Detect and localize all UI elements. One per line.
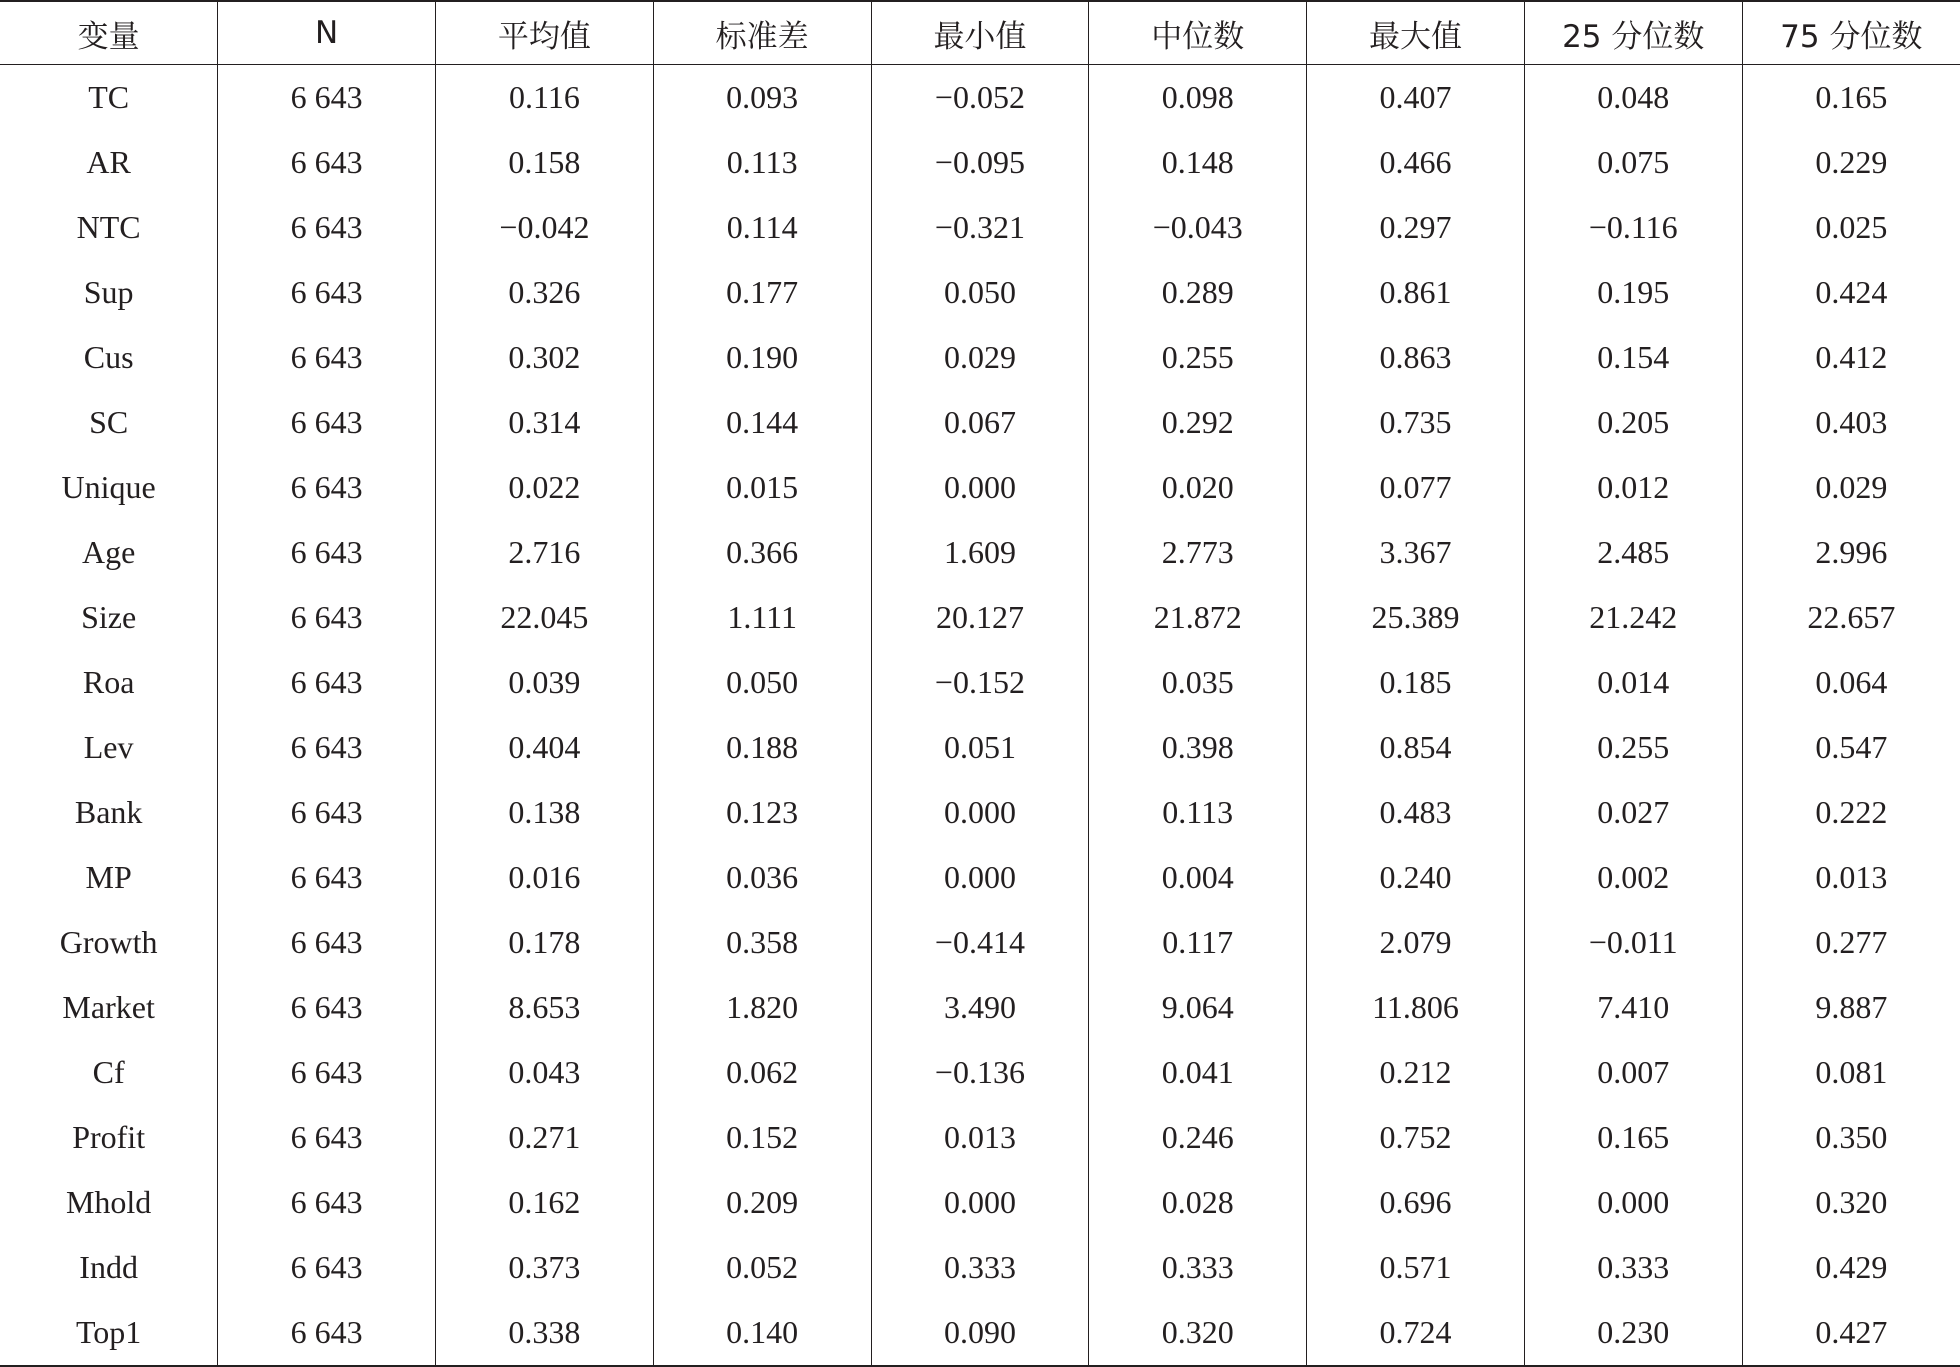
variable-name-cell: Unique <box>61 469 156 505</box>
table-row <box>0 390 1960 455</box>
value-cell: 0.366 <box>653 520 871 585</box>
value-cell: 6 643 <box>218 520 436 585</box>
value-cell: 0.271 <box>436 1105 654 1170</box>
value-cell: 1.609 <box>871 520 1089 585</box>
table-row <box>0 65 1960 131</box>
value-cell: 0.000 <box>1524 1170 1742 1235</box>
variable-name-cell: Indd <box>79 1249 138 1285</box>
variable-name-cell: Bank <box>74 794 143 830</box>
variable-name-cell: Profit <box>72 1119 146 1155</box>
value-cell: 0.154 <box>1524 325 1742 390</box>
value-cell: 0.114 <box>653 195 871 260</box>
value-cell: 6 643 <box>218 1105 436 1170</box>
value-cell: 0.152 <box>653 1105 871 1170</box>
variable-name-cell: AR <box>86 144 131 180</box>
value-cell: 0.036 <box>653 845 871 910</box>
value-cell: −0.052 <box>871 65 1089 131</box>
value-cell: 0.230 <box>1524 1300 1742 1366</box>
value-cell: 11.806 <box>1307 975 1525 1040</box>
variable-name-cell: Top1 <box>75 1314 142 1350</box>
variable-name-cell: Roa <box>82 664 135 700</box>
column-header: 标准差 <box>653 1 871 65</box>
value-cell: 0.863 <box>1307 325 1525 390</box>
value-cell: 0.028 <box>1089 1170 1307 1235</box>
value-cell: 0.297 <box>1307 195 1525 260</box>
value-cell: 0.050 <box>653 650 871 715</box>
value-cell: 0.113 <box>653 130 871 195</box>
value-cell: 0.320 <box>1742 1170 1960 1235</box>
value-cell: 3.367 <box>1307 520 1525 585</box>
value-cell: 0.205 <box>1524 390 1742 455</box>
value-cell: 0.052 <box>653 1235 871 1300</box>
value-cell: 0.861 <box>1307 260 1525 325</box>
value-cell: 0.013 <box>1742 845 1960 910</box>
variable-name-cell: Size <box>81 599 137 635</box>
column-header: 平均值 <box>436 1 654 65</box>
value-cell: 0.113 <box>1089 780 1307 845</box>
variable-name-cell: NTC <box>76 209 141 245</box>
value-cell: 6 643 <box>218 1170 436 1235</box>
value-cell: −0.116 <box>1524 195 1742 260</box>
value-cell: 0.209 <box>653 1170 871 1235</box>
value-cell: 0.752 <box>1307 1105 1525 1170</box>
value-cell: 0.373 <box>436 1235 654 1300</box>
value-cell: 0.427 <box>1742 1300 1960 1366</box>
value-cell: 0.333 <box>871 1235 1089 1300</box>
value-cell: 0.724 <box>1307 1300 1525 1366</box>
table-row <box>0 910 1960 975</box>
variable-name-cell: TC <box>88 79 130 115</box>
value-cell: 2.485 <box>1524 520 1742 585</box>
value-cell: 9.064 <box>1089 975 1307 1040</box>
table-row <box>0 130 1960 195</box>
value-cell: 0.041 <box>1089 1040 1307 1105</box>
table-row <box>0 975 1960 1040</box>
value-cell: 0.338 <box>436 1300 654 1366</box>
value-cell: 0.022 <box>436 455 654 520</box>
value-cell: 0.229 <box>1742 130 1960 195</box>
value-cell: 0.326 <box>436 260 654 325</box>
value-cell: 0.043 <box>436 1040 654 1105</box>
value-cell: 6 643 <box>218 390 436 455</box>
value-cell: 0.333 <box>1524 1235 1742 1300</box>
value-cell: 6 643 <box>218 1235 436 1300</box>
value-cell: 0.117 <box>1089 910 1307 975</box>
value-cell: 6 643 <box>218 455 436 520</box>
column-header: 最小值 <box>871 1 1089 65</box>
value-cell: 6 643 <box>218 130 436 195</box>
variable-name-cell: MP <box>85 859 132 895</box>
value-cell: 0.015 <box>653 455 871 520</box>
value-cell: 0.571 <box>1307 1235 1525 1300</box>
value-cell: 0.067 <box>871 390 1089 455</box>
table-row <box>0 780 1960 845</box>
value-cell: −0.011 <box>1524 910 1742 975</box>
value-cell: 0.004 <box>1089 845 1307 910</box>
value-cell: 0.407 <box>1307 65 1525 131</box>
value-cell: 6 643 <box>218 650 436 715</box>
value-cell: 6 643 <box>218 260 436 325</box>
variable-name-cell: Age <box>81 534 136 570</box>
value-cell: 0.190 <box>653 325 871 390</box>
value-cell: 0.255 <box>1089 325 1307 390</box>
value-cell: 0.012 <box>1524 455 1742 520</box>
value-cell: 0.116 <box>436 65 654 131</box>
value-cell: 0.398 <box>1089 715 1307 780</box>
column-header: 25 分位数 <box>1524 1 1742 65</box>
value-cell: 0.165 <box>1742 65 1960 131</box>
value-cell: 0.051 <box>871 715 1089 780</box>
value-cell: 0.144 <box>653 390 871 455</box>
value-cell: −0.414 <box>871 910 1089 975</box>
value-cell: 0.222 <box>1742 780 1960 845</box>
value-cell: 6 643 <box>218 585 436 650</box>
value-cell: 0.185 <box>1307 650 1525 715</box>
table-row <box>0 585 1960 650</box>
value-cell: 0.255 <box>1524 715 1742 780</box>
value-cell: 0.000 <box>871 780 1089 845</box>
value-cell: 0.314 <box>436 390 654 455</box>
table-row <box>0 195 1960 260</box>
value-cell: 0.050 <box>871 260 1089 325</box>
value-cell: 0.138 <box>436 780 654 845</box>
value-cell: 6 643 <box>218 910 436 975</box>
value-cell: 0.333 <box>1089 1235 1307 1300</box>
value-cell: 0.188 <box>653 715 871 780</box>
value-cell: 8.653 <box>436 975 654 1040</box>
variable-name-cell: Cf <box>92 1054 125 1090</box>
value-cell: 0.007 <box>1524 1040 1742 1105</box>
value-cell: 0.140 <box>653 1300 871 1366</box>
value-cell: 6 643 <box>218 195 436 260</box>
value-cell: 0.358 <box>653 910 871 975</box>
value-cell: −0.042 <box>436 195 654 260</box>
value-cell: 0.735 <box>1307 390 1525 455</box>
value-cell: 1.111 <box>653 585 871 650</box>
value-cell: 0.029 <box>1742 455 1960 520</box>
table-row <box>0 260 1960 325</box>
value-cell: −0.321 <box>871 195 1089 260</box>
value-cell: 0.002 <box>1524 845 1742 910</box>
value-cell: 6 643 <box>218 1040 436 1105</box>
value-cell: 6 643 <box>218 65 436 131</box>
table-row <box>0 520 1960 585</box>
table-row <box>0 845 1960 910</box>
table-row <box>0 1105 1960 1170</box>
variable-name-cell: SC <box>89 404 129 440</box>
value-cell: 0.062 <box>653 1040 871 1105</box>
value-cell: 0.016 <box>436 845 654 910</box>
value-cell: 0.048 <box>1524 65 1742 131</box>
value-cell: 0.081 <box>1742 1040 1960 1105</box>
value-cell: 0.093 <box>653 65 871 131</box>
value-cell: −0.136 <box>871 1040 1089 1105</box>
value-cell: 22.045 <box>436 585 654 650</box>
value-cell: 0.029 <box>871 325 1089 390</box>
value-cell: 0.302 <box>436 325 654 390</box>
value-cell: −0.152 <box>871 650 1089 715</box>
value-cell: 0.158 <box>436 130 654 195</box>
value-cell: −0.095 <box>871 130 1089 195</box>
value-cell: 0.178 <box>436 910 654 975</box>
value-cell: 0.320 <box>1089 1300 1307 1366</box>
value-cell: 0.277 <box>1742 910 1960 975</box>
variable-name-cell: Market <box>62 989 155 1025</box>
value-cell: 0.035 <box>1089 650 1307 715</box>
value-cell: 0.483 <box>1307 780 1525 845</box>
value-cell: 0.025 <box>1742 195 1960 260</box>
value-cell: 21.872 <box>1089 585 1307 650</box>
table-row <box>0 1040 1960 1105</box>
value-cell: 0.090 <box>871 1300 1089 1366</box>
value-cell: 0.403 <box>1742 390 1960 455</box>
value-cell: 6 643 <box>218 715 436 780</box>
value-cell: 2.716 <box>436 520 654 585</box>
value-cell: 9.887 <box>1742 975 1960 1040</box>
header-row <box>0 1 1960 65</box>
value-cell: 6 643 <box>218 1300 436 1366</box>
value-cell: 0.148 <box>1089 130 1307 195</box>
value-cell: 0.404 <box>436 715 654 780</box>
value-cell: 0.195 <box>1524 260 1742 325</box>
value-cell: 0.014 <box>1524 650 1742 715</box>
value-cell: 2.773 <box>1089 520 1307 585</box>
value-cell: 0.075 <box>1524 130 1742 195</box>
variable-name-cell: Cus <box>83 339 134 375</box>
value-cell: 22.657 <box>1742 585 1960 650</box>
column-header: 75 分位数 <box>1742 1 1960 65</box>
value-cell: 0.064 <box>1742 650 1960 715</box>
value-cell: 0.412 <box>1742 325 1960 390</box>
column-header: N <box>218 1 436 65</box>
table-header <box>0 1 1960 65</box>
value-cell: 7.410 <box>1524 975 1742 1040</box>
value-cell: 0.292 <box>1089 390 1307 455</box>
value-cell: 21.242 <box>1524 585 1742 650</box>
value-cell: 0.098 <box>1089 65 1307 131</box>
value-cell: 0.000 <box>871 455 1089 520</box>
variable-name-cell: Lev <box>83 729 134 765</box>
value-cell: 0.547 <box>1742 715 1960 780</box>
value-cell: 2.079 <box>1307 910 1525 975</box>
value-cell: 1.820 <box>653 975 871 1040</box>
table-row <box>0 1170 1960 1235</box>
value-cell: 0.027 <box>1524 780 1742 845</box>
value-cell: 0.162 <box>436 1170 654 1235</box>
value-cell: 0.013 <box>871 1105 1089 1170</box>
table-row <box>0 1300 1960 1366</box>
value-cell: 0.424 <box>1742 260 1960 325</box>
value-cell: 6 643 <box>218 975 436 1040</box>
value-cell: 6 643 <box>218 325 436 390</box>
table-row <box>0 715 1960 780</box>
value-cell: 0.429 <box>1742 1235 1960 1300</box>
value-cell: 0.212 <box>1307 1040 1525 1105</box>
value-cell: 20.127 <box>871 585 1089 650</box>
value-cell: 0.000 <box>871 1170 1089 1235</box>
column-header: 变量 <box>0 1 218 65</box>
column-header: 最大值 <box>1307 1 1525 65</box>
variable-name-cell: Sup <box>83 274 134 310</box>
value-cell: 0.165 <box>1524 1105 1742 1170</box>
table-row <box>0 1235 1960 1300</box>
value-cell: 0.020 <box>1089 455 1307 520</box>
value-cell: 0.696 <box>1307 1170 1525 1235</box>
value-cell: 0.350 <box>1742 1105 1960 1170</box>
value-cell: 6 643 <box>218 845 436 910</box>
table-row <box>0 650 1960 715</box>
column-header: 中位数 <box>1089 1 1307 65</box>
table-body <box>0 65 1960 1367</box>
value-cell: 0.854 <box>1307 715 1525 780</box>
value-cell: 6 643 <box>218 780 436 845</box>
value-cell: 0.177 <box>653 260 871 325</box>
value-cell: 0.289 <box>1089 260 1307 325</box>
value-cell: 2.996 <box>1742 520 1960 585</box>
value-cell: 0.246 <box>1089 1105 1307 1170</box>
value-cell: 0.039 <box>436 650 654 715</box>
variable-name-cell: Mhold <box>65 1184 152 1220</box>
variable-name-cell: Growth <box>59 924 158 960</box>
value-cell: 3.490 <box>871 975 1089 1040</box>
table-row <box>0 325 1960 390</box>
table-row <box>0 455 1960 520</box>
value-cell: 25.389 <box>1307 585 1525 650</box>
value-cell: 0.000 <box>871 845 1089 910</box>
value-cell: 0.240 <box>1307 845 1525 910</box>
value-cell: 0.466 <box>1307 130 1525 195</box>
value-cell: −0.043 <box>1089 195 1307 260</box>
value-cell: 0.123 <box>653 780 871 845</box>
value-cell: 0.077 <box>1307 455 1525 520</box>
